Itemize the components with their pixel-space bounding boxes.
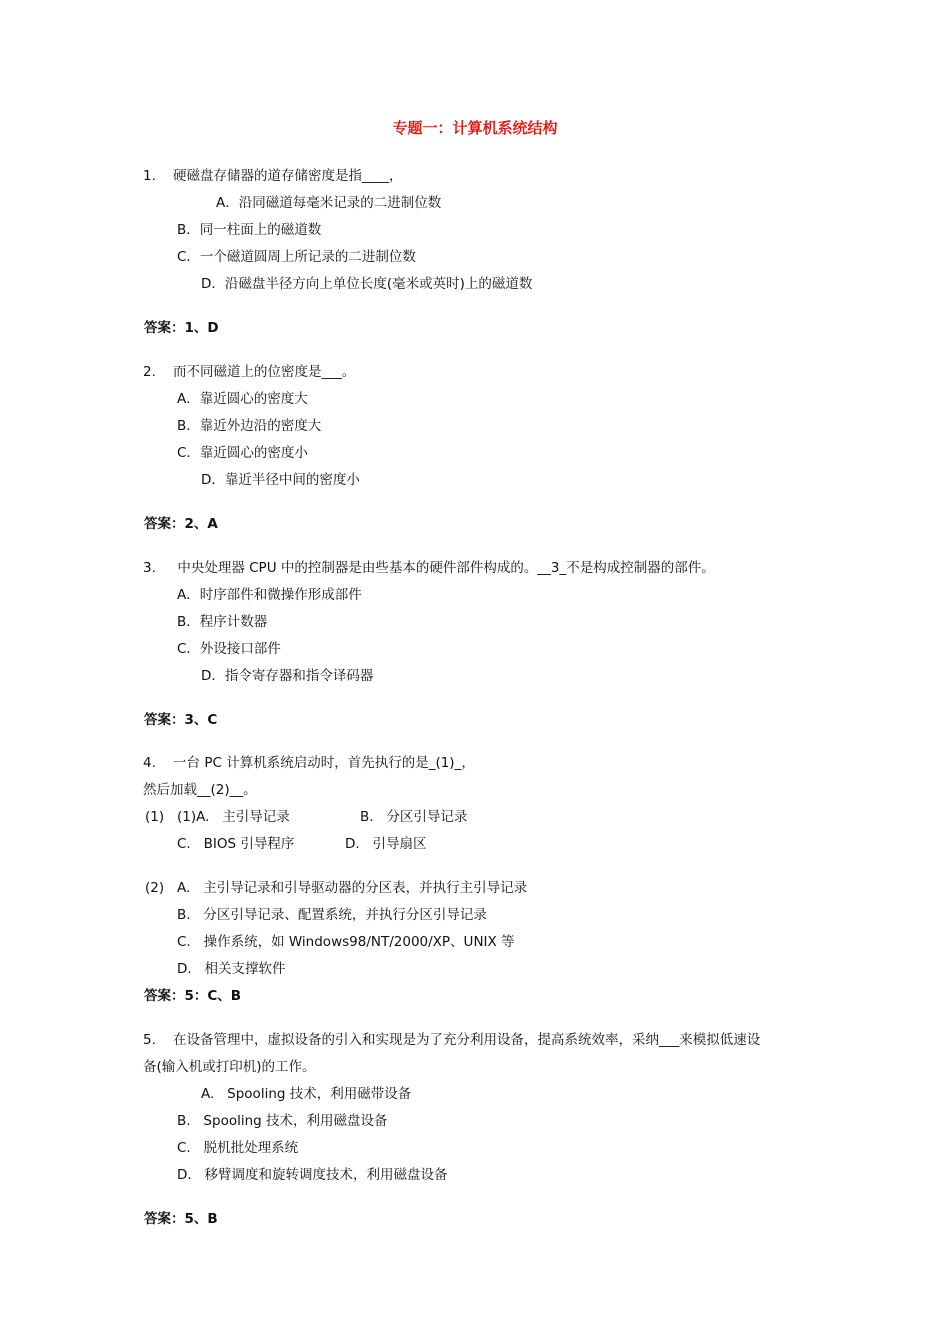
question-4-part2-option-c: C. 操作系统，如 Windows98/NT/2000/XP、UNIX 等 [177, 934, 515, 950]
question-5-option-b: B. Spooling 技术，利用磁盘设备 [177, 1113, 388, 1129]
question-2-option-a: A．靠近圆心的密度大 [177, 391, 308, 407]
answer-1: 答案：1、D [144, 320, 219, 336]
question-1: 1. 硬磁盘存储器的道存储密度是指____， [143, 168, 403, 184]
question-5-option-c: C. 脱机批处理系统 [177, 1140, 299, 1156]
question-5: 5. 在设备管理中，虚拟设备的引入和实现是为了充分利用设备，提高系统效率，采纳___来模拟低速设 [143, 1032, 761, 1048]
question-4-part2-option-d: D. 相关支撑软件 [177, 961, 286, 977]
question-3-option-b: B．程序计数器 [177, 614, 268, 630]
question-4-part1-option-b: B. 分区引导记录 [360, 809, 468, 825]
question-5-option-d: D. 移臂调度和旋转调度技术，利用磁盘设备 [177, 1167, 448, 1183]
question-4-part1-option-d: D. 引导扇区 [345, 836, 427, 852]
question-4-continued: 然后加载__(2)__。 [143, 782, 257, 798]
question-1-option-d: D．沿磁盘半径方向上单位长度(毫米或英时)上的磁道数 [201, 276, 533, 292]
question-5-continued: 备(输入机或打印机)的工作。 [143, 1059, 316, 1075]
question-3: 3. 中央处理器 CPU 中的控制器是由些基本的硬件部件构成的。__3_不是构成控制器的部件。 [143, 560, 715, 576]
question-2-option-c: C．靠近圆心的密度小 [177, 445, 308, 461]
question-2: 2. 而不同磁道上的位密度是___。 [143, 364, 356, 380]
answer-3: 答案：3、C [144, 712, 218, 728]
question-1-option-a: A．沿同磁道每毫米记录的二进制位数 [216, 195, 442, 211]
question-2-option-b: B．靠近外边沿的密度大 [177, 418, 322, 434]
answer-2: 答案：2、A [144, 516, 218, 532]
question-1-option-b: B．同一柱面上的磁道数 [177, 222, 322, 238]
question-4-part1-option-a: (1) (1)A. 主引导记录 [145, 809, 290, 825]
question-3-option-a: A．时序部件和微操作形成部件 [177, 587, 362, 603]
question-1-option-c: C．一个磁道圆周上所记录的二进制位数 [177, 249, 416, 265]
question-2-option-d: D．靠近半径中间的密度小 [201, 472, 360, 488]
answer-5: 答案：5、B [144, 1211, 218, 1227]
answer-4: 答案：5：C、B [144, 988, 242, 1004]
question-4: 4. 一台 PC 计算机系统启动时，首先执行的是_(1)_， [143, 755, 475, 771]
page-title: 专题一：计算机系统结构 [392, 119, 558, 137]
question-4-part2-option-a: (2) A. 主引导记录和引导驱动器的分区表，并执行主引导记录 [145, 880, 528, 896]
question-4-part2-option-b: B. 分区引导记录、配置系统，并执行分区引导记录 [177, 907, 487, 923]
question-3-option-c: C．外设接口部件 [177, 641, 281, 657]
question-5-option-a: A. Spooling 技术，利用磁带设备 [201, 1086, 412, 1102]
question-3-option-d: D．指令寄存器和指令译码器 [201, 668, 374, 684]
question-4-part1-option-c: C. BIOS 引导程序 [177, 836, 295, 852]
